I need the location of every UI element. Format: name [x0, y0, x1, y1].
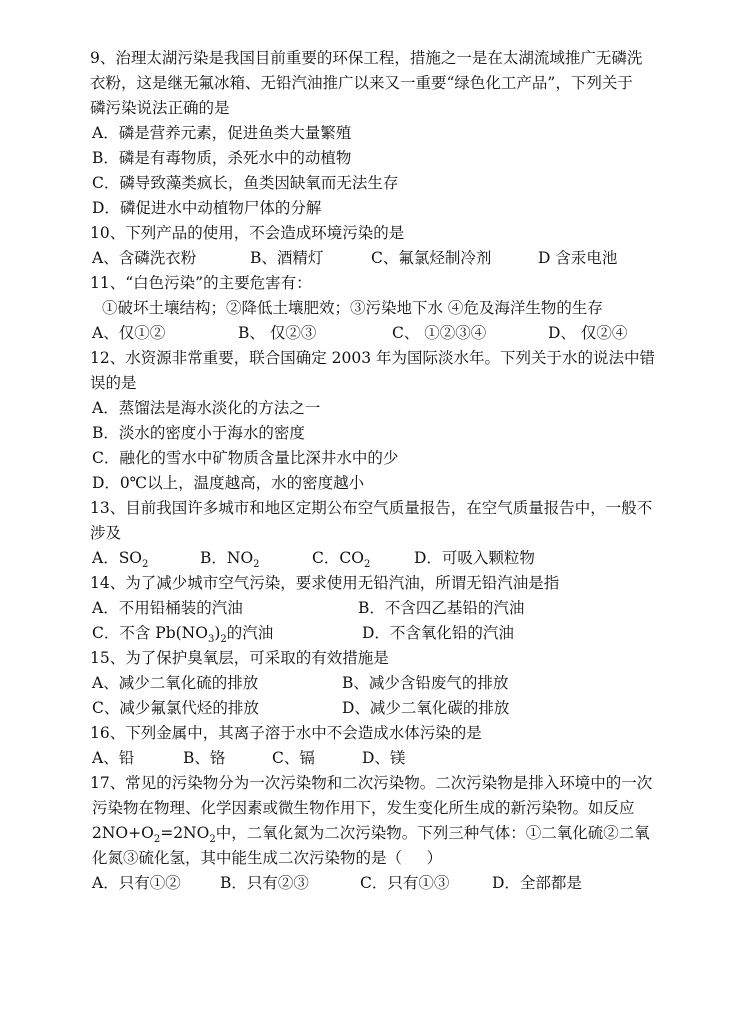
q14-option-c: C．不含 $Pb(NO_3)_2$的汽油 — [92, 624, 274, 645]
q16-option-a: A、铅 — [92, 749, 135, 767]
q16-stem: 16、下列金属中，其离子溶于水中不会造成水体污染的是 — [90, 724, 482, 742]
q11-statements: ①破坏土壤结构；②降低土壤肥效；③污染地下水 ④危及海洋生物的生存 — [102, 299, 603, 317]
q16-option-d: D、镁 — [362, 749, 406, 767]
q11-option-c: C、 ①②③④ — [392, 324, 487, 342]
q10-stem: 10、下列产品的使用，不会造成环境污染的是 — [90, 224, 405, 242]
q12-option-a: A．蒸馏法是海水淡化的方法之一 — [92, 399, 321, 417]
q13-stem-line-1: 13、目前我国许多城市和地区定期公布空气质量报告，在空气质量报告中，一般不 — [90, 499, 653, 517]
q12-stem-line-1: 12、水资源非常重要，联合国确定 2003 年为国际淡水年。下列关于水的说法中错 — [90, 349, 656, 367]
q17-stem-line-2: 污染物在物理、化学因素或微生物作用下，发生变化所生成的新污染物。如反应 — [92, 799, 635, 817]
q11-stem: 11、“白色污染”的主要危害有： — [90, 274, 312, 292]
q14-stem: 14、为了减少城市空气污染，要求使用无铅汽油，所谓无铅汽油是指 — [90, 574, 560, 592]
q11-option-a: A、仅①② — [92, 324, 166, 342]
q14-option-d: D．不含氧化铅的汽油 — [362, 624, 514, 642]
q10-option-d: D 含汞电池 — [538, 249, 618, 267]
q13-option-d: D．可吸入颗粒物 — [414, 549, 535, 567]
q13-stem-line-2: 涉及 — [90, 524, 122, 542]
q17-option-b: B．只有②③ — [220, 874, 309, 892]
q17-option-d: D．全部都是 — [492, 874, 582, 892]
q15-option-c: C、减少氟氯代烃的排放 — [92, 699, 259, 717]
q14-option-b: B．不含四乙基铅的汽油 — [358, 599, 525, 617]
q13-option-a: A．$SO_2$ — [92, 549, 149, 570]
q17-equation-line: $2NO+O_2=2NO_2$中，二氧化氮为二次污染物。下列三种气体：①二氧化硫②二氧 — [92, 824, 650, 845]
q9-option-c: C．磷导致藻类疯长，鱼类因缺氧而无法生存 — [92, 174, 399, 192]
q12-option-c: C．融化的雪水中矿物质含量比深井水中的少 — [92, 449, 399, 467]
q13-option-c: C．$CO_2$ — [312, 549, 371, 570]
q15-option-a: A、减少二氧化硫的排放 — [92, 674, 259, 692]
q14-option-a: A．不用铅桶装的汽油 — [92, 599, 243, 617]
q9-stem-line-1: 9、治理太湖污染是我国目前重要的环保工程，措施之一是在太湖流域推广无磷洗 — [90, 49, 643, 67]
q15-stem: 15、为了保护臭氧层，可采取的有效措施是 — [90, 649, 389, 667]
q9-option-d: D．磷促进水中动植物尸体的分解 — [92, 199, 322, 217]
q9-option-a: A．磷是营养元素，促进鱼类大量繁殖 — [92, 124, 352, 142]
q15-option-b: B、减少含铅废气的排放 — [342, 674, 509, 692]
q9-option-b: B．磷是有毒物质，杀死水中的动植物 — [92, 149, 352, 167]
q12-option-d: D．0℃以上，温度越高，水的密度越小 — [92, 474, 365, 492]
q11-option-d: D、 仅②④ — [548, 324, 628, 342]
q11-option-b: B、 仅②③ — [238, 324, 317, 342]
q12-stem-line-2: 误的是 — [90, 374, 137, 392]
q9-stem-line-2: 衣粉，这是继无氟冰箱、无铅汽油推广以来又一重要“绿色化工产品”，下列关于 — [90, 74, 633, 92]
q15-option-d: D、减少二氧化碳的排放 — [342, 699, 510, 717]
q9-stem-line-3: 磷污染说法正确的是 — [90, 99, 230, 117]
q17-stem-line-4: 化氮③硫化氢，其中能生成二次污染物的是（ ） — [92, 849, 443, 867]
q10-option-a: A、含磷洗衣粉 — [92, 249, 197, 267]
q17-stem-line-1: 17、常见的污染物分为一次污染物和二次污染物。二次污染物是排入环境中的一次 — [90, 774, 653, 792]
q13-option-b: B．$NO_2$ — [200, 549, 260, 570]
q16-option-b: B、铬 — [183, 749, 226, 767]
q16-option-c: C、镉 — [272, 749, 315, 767]
q17-option-a: A．只有①② — [92, 874, 181, 892]
q12-option-b: B．淡水的密度小于海水的密度 — [92, 424, 305, 442]
q10-option-b: B、酒精灯 — [250, 249, 324, 267]
q17-option-c: C．只有①③ — [360, 874, 450, 892]
q10-option-c: C、氟氯烃制冷剂 — [371, 249, 492, 267]
